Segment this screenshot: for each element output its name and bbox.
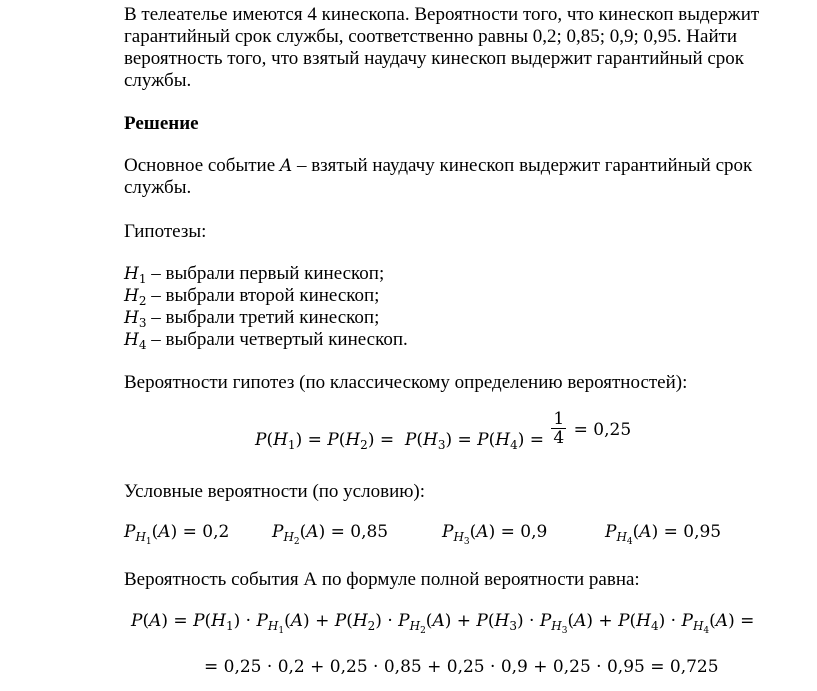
fraction-denominator: 4	[553, 428, 565, 448]
hypothesis-2	[124, 285, 379, 307]
problem-line-2: гарантийный срок службы, соответственно равны 0,2; 0,85; 0,9; 0,95. Найти	[124, 26, 738, 47]
hypothesis-letter: H	[124, 330, 139, 350]
conditional-1: $P_{H_1}(A) = 0,2$	[124, 522, 230, 547]
solution-heading: Решение	[124, 113, 199, 134]
conditional-heading: Условные вероятности (по условию):	[124, 481, 426, 502]
hyp-prob-rhs: = 0,25	[573, 420, 632, 440]
hypothesis-index: 1	[138, 272, 147, 286]
hypothesis-text: – выбрали первый кинескоп;	[146, 263, 385, 284]
hypothesis-1	[124, 263, 384, 285]
hypothesis-3	[124, 307, 379, 329]
conditional-value: 0,95	[683, 522, 722, 542]
event-symbol: A	[279, 156, 293, 176]
total-formula-line-1: $P(A) = P(H_1) \cdot P_{H_1}(A) + P(H_2) \cdot P_{H_2}(A) + P(H_3) \cdot P_{H_3}(A) + P(H_4) \cdot P_{H_4}(A)$ =	[131, 611, 755, 636]
conditional-index: 1	[145, 537, 152, 547]
hypothesis-index: 4	[138, 338, 147, 352]
hypothesis-text: – выбрали второй кинескоп;	[146, 285, 380, 306]
hypothesis-letter: H	[124, 286, 139, 306]
conditional-2: $P_{H_2}(A) = 0,85$	[272, 522, 389, 547]
conditional-3: $P_{H_3}(A) = 0,9$	[442, 522, 548, 547]
main-event-line-2: службы.	[124, 177, 192, 198]
hypothesis-text: – выбрали третий кинескоп;	[146, 307, 380, 328]
fraction-numerator: 1	[553, 409, 565, 429]
total-formula-line-2: = 0,25 · 0,2 + 0,25 · 0,85 + 0,25 · 0,9 + 0,25 · 0,95 = 0,725	[204, 657, 719, 677]
conditional-index: 3	[463, 537, 470, 547]
hypotheses-heading: Гипотезы:	[124, 221, 207, 242]
conditional-index: 4	[626, 537, 633, 547]
fraction-one-quarter	[551, 410, 566, 447]
hyp-prob-lhs: $P(H_1) = P(H_2) = P(H_3) = P(H_4)$ =	[255, 430, 544, 452]
hypothesis-4	[124, 329, 408, 351]
hypothesis-index: 3	[138, 316, 147, 330]
main-event-line-1	[124, 155, 752, 177]
total-heading: Вероятность события А по формуле полной вероятности равна:	[124, 569, 640, 590]
hyp-prob-formula	[255, 409, 632, 452]
hypothesis-index: 2	[138, 294, 147, 308]
conditional-value: 0,2	[202, 522, 230, 542]
conditional-index: 2	[293, 537, 300, 547]
hypothesis-letter: H	[124, 264, 139, 284]
problem-line-1: В телеательe имеются 4 кинескопа. Вероятности того, что кинескоп выдержит	[124, 4, 760, 25]
conditional-4: $P_{H_4}(A) = 0,95$	[605, 522, 722, 547]
problem-line-3: вероятность того, что взятый наудачу кинескоп выдержит гарантийный срок	[124, 48, 745, 69]
main-event-rest: – взятый наудачу кинескоп выдержит гарантийный срок	[292, 155, 753, 176]
hypothesis-letter: H	[124, 308, 139, 328]
conditional-value: 0,9	[520, 522, 548, 542]
main-event-prefix: Основное событие	[124, 155, 280, 176]
problem-line-4: службы.	[124, 70, 192, 91]
conditional-value: 0,85	[350, 522, 389, 542]
hypothesis-text: – выбрали четвертый кинескоп.	[146, 329, 408, 350]
hyp-prob-heading: Вероятности гипотез (по классическому определению вероятностей):	[124, 372, 688, 393]
